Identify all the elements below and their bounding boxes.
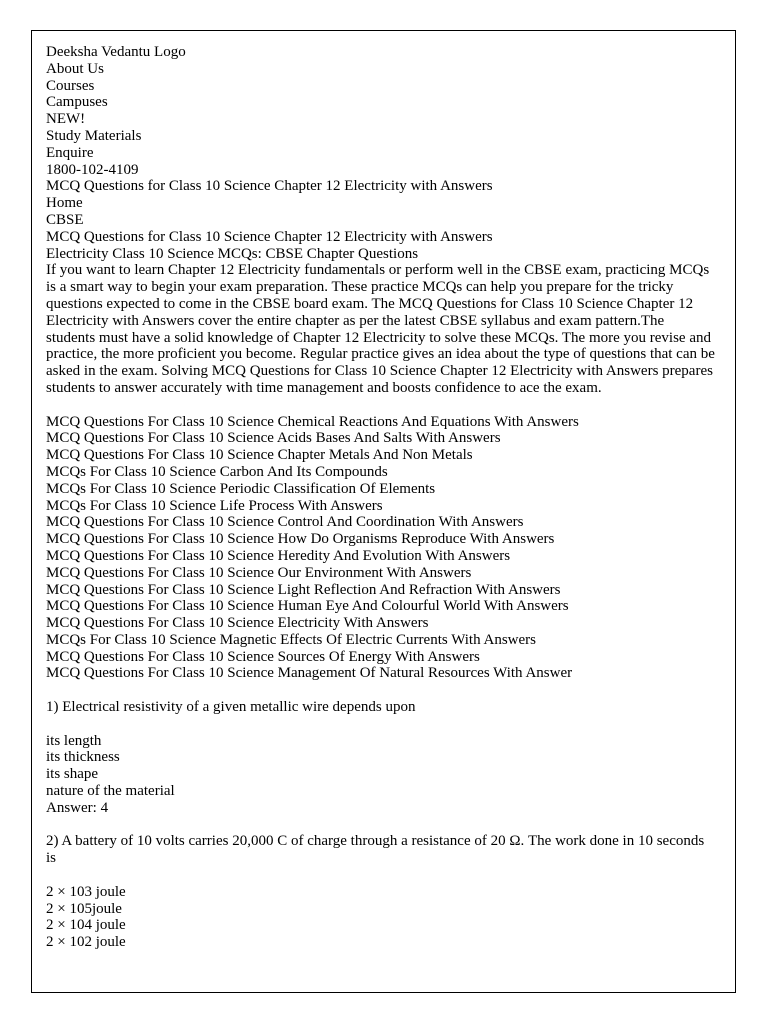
answer-option: its shape xyxy=(46,766,99,783)
related-link[interactable]: MCQ Questions For Class 10 Science Management Of Natural Resources With Answer xyxy=(46,665,573,682)
phone-link[interactable]: 1800-102-4109 xyxy=(46,161,139,178)
related-link[interactable]: MCQ Questions For Class 10 Science Acids Bases And Salts With Answers xyxy=(46,430,501,447)
nav-item-about-us[interactable]: About Us xyxy=(46,60,104,77)
nav-item-campuses[interactable]: Campuses xyxy=(46,94,108,111)
spacer xyxy=(46,682,716,699)
main-nav xyxy=(46,61,716,162)
related-link[interactable]: MCQ Questions For Class 10 Science Electricity With Answers xyxy=(46,615,429,632)
related-link[interactable]: MCQ Questions For Class 10 Science Heredity And Evolution With Answers xyxy=(46,547,511,564)
answer-option: 2 × 102 joule xyxy=(46,934,126,951)
breadcrumb xyxy=(46,195,716,245)
spacer xyxy=(46,397,716,414)
related-link[interactable]: MCQ Questions For Class 10 Science Human Eye And Colourful World With Answers xyxy=(46,598,569,615)
related-link[interactable]: MCQ Questions For Class 10 Science Chemical Reactions And Equations With Answers xyxy=(46,413,579,430)
page-title: MCQ Questions for Class 10 Science Chapter 12 Electricity with Answers xyxy=(46,178,493,195)
answer-option: its length xyxy=(46,732,102,749)
question-text: 1) Electrical resistivity of a given metallic wire depends upon xyxy=(46,699,416,716)
question-2 xyxy=(46,833,716,951)
answer-option: its thickness xyxy=(46,749,120,766)
spacer xyxy=(46,817,716,834)
related-link[interactable]: MCQ Questions For Class 10 Science Our Environment With Answers xyxy=(46,564,472,581)
related-link[interactable]: MCQs For Class 10 Science Carbon And Its Compounds xyxy=(46,463,388,480)
related-link[interactable]: MCQ Questions For Class 10 Science How Do Organisms Reproduce With Answers xyxy=(46,531,555,548)
answer-option: 2 × 103 joule xyxy=(46,883,126,900)
related-link[interactable]: MCQ Questions For Class 10 Science Sources Of Energy With Answers xyxy=(46,648,480,665)
related-link[interactable]: MCQ Questions For Class 10 Science Light Reflection And Refraction With Answers xyxy=(46,581,561,598)
question-text: 2) A battery of 10 volts carries 20,000 C of charge through a resistance of 20 Ω. The work done in 10 seconds is xyxy=(46,833,705,867)
related-link[interactable]: MCQ Questions For Class 10 Science Control And Coordination With Answers xyxy=(46,514,524,531)
page-subtitle: Electricity Class 10 Science MCQs: CBSE Chapter Questions xyxy=(46,245,419,262)
related-link[interactable]: MCQ Questions For Class 10 Science Chapter Metals And Non Metals xyxy=(46,447,473,464)
spacer xyxy=(46,867,716,884)
nav-item-enquire[interactable]: Enquire xyxy=(46,144,94,161)
related-link[interactable]: MCQs For Class 10 Science Periodic Classification Of Elements xyxy=(46,480,436,497)
related-link[interactable]: MCQs For Class 10 Science Magnetic Effects Of Electric Currents With Answers xyxy=(46,631,536,648)
answer-option: nature of the material xyxy=(46,783,175,800)
breadcrumb-cbse[interactable]: CBSE xyxy=(46,211,84,228)
breadcrumb-current: MCQ Questions for Class 10 Science Chapter 12 Electricity with Answers xyxy=(46,228,493,245)
site-logo[interactable]: Deeksha Vedantu Logo xyxy=(46,44,186,60)
spacer xyxy=(46,716,716,733)
question-1 xyxy=(46,699,716,817)
answer-option: 2 × 104 joule xyxy=(46,917,126,934)
page-content xyxy=(46,44,716,951)
new-badge: NEW! xyxy=(46,111,86,128)
intro-paragraph: If you want to learn Chapter 12 Electricity fundamentals or perform well in the CBSE exam, practicing MCQs is a smart way to begin your exam preparation. These practice MCQs can help you prepare for the tricky questions expected to come in the CBSE board exam. The MCQ Questions for Class 10 Science Chapter 12 Electricity with Answers cover the entire chapter as per the latest CBSE syllabus and exam pattern.The students must have a solid knowledge of Chapter 12 Electricity to solve these MCQs. The more you revise and practice, the more proficient you become. Regular practice gives an idea about the type of questions that can be asked in the exam. Solving MCQ Questions for Class 10 Science Chapter 12 Electricity with Answers prepares students to answer accurately with time management and boosts confidence to ace the exam. xyxy=(46,262,715,396)
related-link[interactable]: MCQs For Class 10 Science Life Process With Answers xyxy=(46,497,383,514)
answer-key: Answer: 4 xyxy=(46,799,109,816)
nav-item-study-materials[interactable]: Study Materials xyxy=(46,127,142,144)
breadcrumb-home[interactable]: Home xyxy=(46,195,83,212)
answer-option: 2 × 105joule xyxy=(46,900,122,917)
nav-item-courses[interactable]: Courses xyxy=(46,77,95,94)
related-links-list xyxy=(46,414,716,683)
